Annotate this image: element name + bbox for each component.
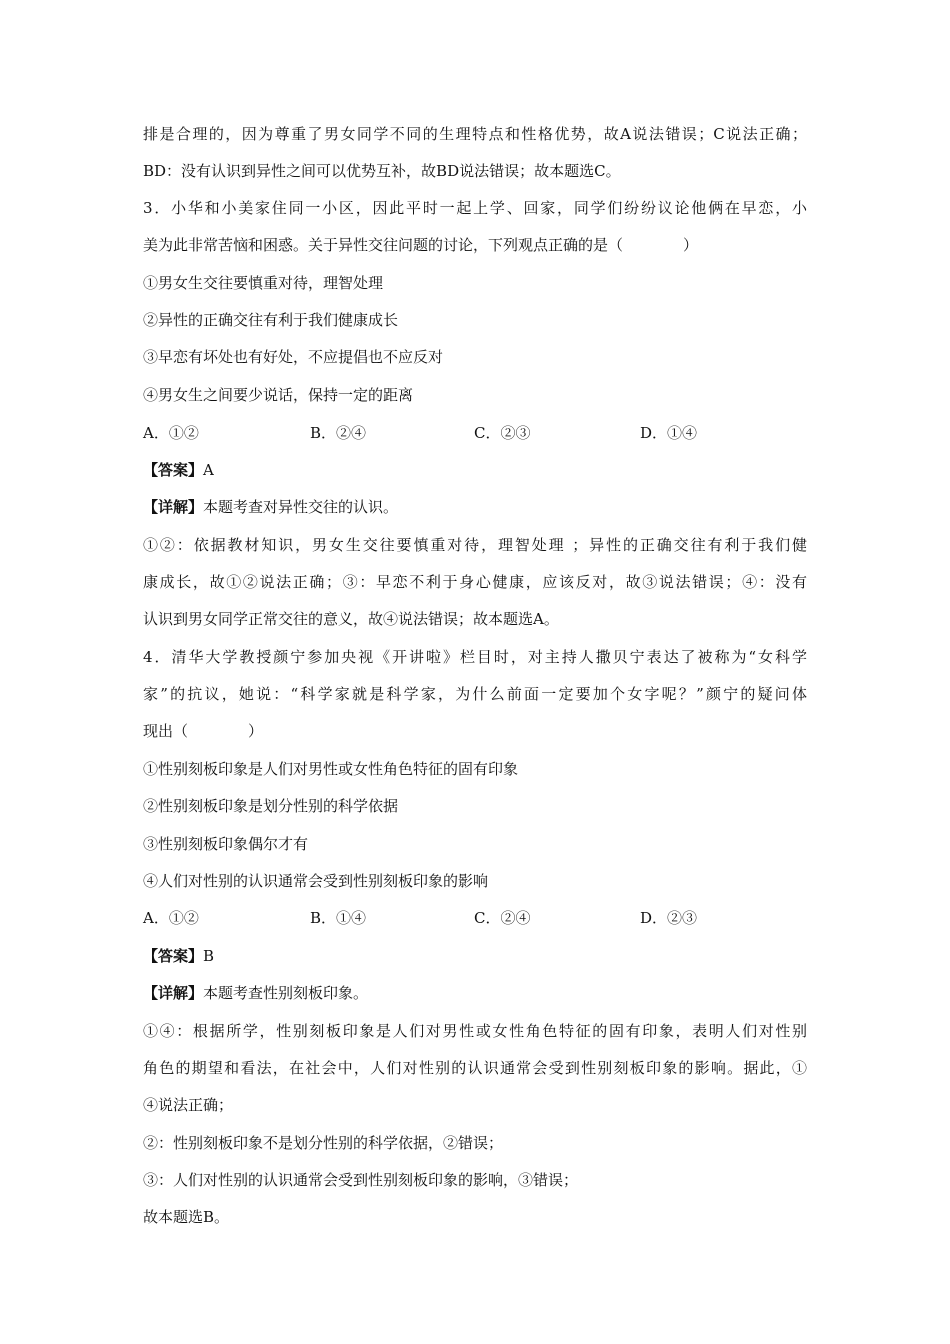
- q2-explanation-line-1: 排是合理的，因为尊重了男女同学不同的生理特点和性格优势，故A说法错误；C说法正确；: [143, 125, 807, 143]
- q3-detail-intro-text: 本题考查对异性交往的认识。: [203, 498, 399, 516]
- q3-option-d: D．①④: [640, 424, 698, 442]
- q4-option-c: C．②④: [474, 909, 531, 927]
- q4-detail-line-2: 角色的期望和看法，在社会中，人们对性别的认识通常会受到性别刻板印象的影响。据此，①: [143, 1059, 807, 1077]
- q2-explanation-line-2: BD：没有认识到异性之间可以优势互补，故BD说法错误；故本题选C。: [143, 162, 621, 180]
- q4-detail-line-5: ③：人们对性别的认识通常会受到性别刻板印象的影响，③错误；: [143, 1171, 579, 1189]
- q4-detail-line-1: ①④：根据所学，性别刻板印象是人们对男性或女性角色特征的固有印象，表明人们对性别: [143, 1022, 807, 1040]
- q4-option-d: D．②③: [640, 909, 698, 927]
- q3-stem-line-2: 美为此非常苦恼和困惑。关于异性交往问题的讨论，下列观点正确的是（ ）: [143, 236, 699, 254]
- q3-option-b: B．②④: [310, 424, 367, 442]
- q4-answer: [143, 946, 214, 966]
- q3-detail-line-2: 康成长，故①②说法正确；③：早恋不利于身心健康，应该反对，故③说法错误；④：没有: [143, 573, 807, 591]
- q3-detail-line-1: ①②：依据教材知识，男女生交往要慎重对待，理智处理 ；异性的正确交往有利于我们健: [143, 536, 807, 554]
- q4-detail-line-4: ②：性别刻板印象不是划分性别的科学依据，②错误；: [143, 1134, 504, 1152]
- q4-detail-line-3: ④说法正确；: [143, 1096, 234, 1114]
- q4-answer-label: 【答案】: [143, 947, 204, 965]
- q4-detail-intro: [143, 983, 368, 1003]
- q4-stem-line-2: 家”的抗议，她说：“科学家就是科学家，为什么前面一定要加个女字呢？”颜宁的疑问体: [143, 685, 807, 703]
- q4-item-4: ④人们对性别的认识通常会受到性别刻板印象的影响: [143, 872, 489, 890]
- q4-detail-intro-text: 本题考查性别刻板印象。: [203, 984, 369, 1002]
- q3-item-3: ③早恋有坏处也有好处，不应提倡也不应反对: [143, 348, 444, 366]
- q3-item-2: ②异性的正确交往有利于我们健康成长: [143, 311, 399, 329]
- q4-item-1: ①性别刻板印象是人们对男性或女性角色特征的固有印象: [143, 760, 519, 778]
- q4-item-2: ②性别刻板印象是划分性别的科学依据: [143, 797, 399, 815]
- q4-item-3: ③性别刻板印象偶尔才有: [143, 835, 309, 853]
- q3-item-4: ④男女生之间要少说话，保持一定的距离: [143, 386, 414, 404]
- q4-option-a: A．①②: [143, 909, 199, 927]
- q3-item-1: ①男女生交往要慎重对待，理智处理: [143, 274, 384, 292]
- q4-option-b: B．①④: [310, 909, 367, 927]
- q3-option-a: A．①②: [143, 424, 199, 442]
- q4-detail-line-6: 故本题选B。: [143, 1208, 230, 1226]
- q3-stem-line-1: 3．小华和小美家住同一小区，因此平时一起上学、回家，同学们纷纷议论他俩在早恋，小: [143, 199, 807, 217]
- q4-detail-label: 【详解】: [143, 984, 204, 1002]
- q3-detail-label: 【详解】: [143, 498, 204, 516]
- q3-answer-label: 【答案】: [143, 461, 204, 479]
- q3-answer: [143, 460, 214, 480]
- q3-answer-value: A: [203, 461, 214, 479]
- q4-stem-line-1: 4．清华大学教授颜宁参加央视《开讲啦》栏目时，对主持人撒贝宁表达了被称为“女科学: [143, 648, 807, 666]
- q4-stem-line-3: 现出（ ）: [143, 722, 264, 740]
- q3-detail-intro: [143, 497, 398, 517]
- q3-option-c: C．②③: [474, 424, 531, 442]
- q3-detail-line-3: 认识到男女同学正常交往的意义，故④说法错误；故本题选A。: [143, 610, 559, 628]
- q4-answer-value: B: [203, 947, 215, 965]
